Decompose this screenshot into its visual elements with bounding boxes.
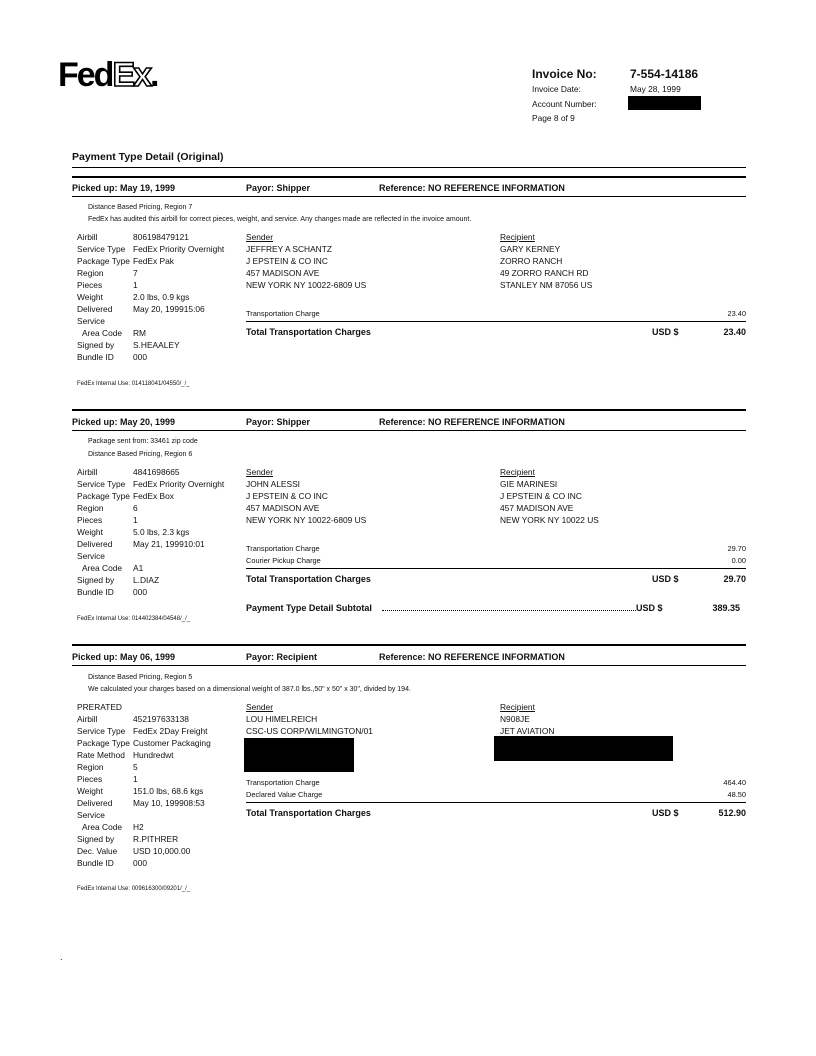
recipient-line: 49 ZORRO RANCH RD [500, 268, 589, 278]
total-currency: USD $ [652, 574, 679, 584]
pickup-date: Picked up: May 19, 1999 [72, 183, 176, 193]
sender-line: J EPSTEIN & CO INC [246, 256, 328, 266]
divider [72, 409, 746, 411]
section-title: Payment Type Detail (Original) [72, 151, 224, 163]
recipient-line: JET AVIATION [500, 726, 555, 736]
reference: Reference: NO REFERENCE INFORMATION [379, 652, 565, 662]
recipient-line: NEW YORK NY 10022 US [500, 515, 599, 525]
divider [246, 568, 746, 569]
detail-value: 000 [133, 352, 147, 362]
divider [246, 802, 746, 803]
detail-label: Area Code [82, 822, 123, 832]
detail-value: FedEx Priority Overnight [133, 479, 225, 489]
charge-amount: 48.50 [727, 790, 746, 799]
invoice-no-value: 7-554-14186 [630, 67, 699, 81]
detail-label: Weight [77, 786, 103, 796]
detail-value: 1 [133, 515, 138, 525]
sender-label: Sender [246, 232, 274, 242]
detail-value: 000 [133, 858, 147, 868]
note: We calculated your charges based on a dimensional weight of 387.0 lbs.,50" x 50" x 30", divided by 194. [88, 686, 411, 693]
divider [72, 665, 746, 666]
divider [72, 430, 746, 431]
detail-value: FedEx Pak [133, 256, 174, 266]
divider [72, 167, 746, 168]
detail-label: Region [77, 503, 104, 513]
recipient-line: GIE MARINESI [500, 479, 558, 489]
sender-line: NEW YORK NY 10022-6809 US [246, 515, 367, 525]
sender-line: JEFFREY A SCHANTZ [246, 244, 332, 254]
charge-label: Declared Value Charge [246, 790, 323, 799]
account-number-label: Account Number: [532, 99, 597, 109]
subtotal-amount: 389.35 [712, 603, 740, 613]
recipient-line: N908JE [500, 714, 530, 724]
detail-value: May 21, 199910:01 [133, 539, 205, 549]
detail-label: Rate Method [77, 750, 125, 760]
detail-label: Pieces [77, 515, 103, 525]
detail-value: S.HEAALEY [133, 340, 180, 350]
charge-label: Transportation Charge [246, 544, 320, 553]
total-label: Total Transportation Charges [246, 808, 371, 818]
detail-value: May 10, 199908:53 [133, 798, 205, 808]
detail-value: H2 [133, 822, 144, 832]
detail-label: Area Code [82, 563, 123, 573]
detail-value: 4841698665 [133, 467, 180, 477]
detail-label: Service [77, 551, 105, 561]
detail-label: Delivered [77, 304, 113, 314]
total-amount: 512.90 [718, 808, 746, 818]
fedex-logo: FedEx. [58, 56, 158, 94]
detail-label: Pieces [77, 774, 103, 784]
divider [72, 196, 746, 197]
recipient-label: Recipient [500, 232, 535, 242]
detail-label: Area Code [82, 328, 123, 338]
detail-value: 2.0 lbs, 0.9 kgs [133, 292, 190, 302]
detail-value: Customer Packaging [133, 738, 211, 748]
payor: Payor: Shipper [246, 183, 311, 193]
detail-label: Airbill [77, 714, 98, 724]
detail-label: Package Type [77, 256, 130, 266]
detail-value: R.PITHRER [133, 834, 179, 844]
detail-value: A1 [133, 563, 144, 573]
detail-value: 1 [133, 774, 138, 784]
detail-label: Bundle ID [77, 352, 114, 362]
sender-line: 457 MADISON AVE [246, 268, 320, 278]
pickup-date: Picked up: May 20, 1999 [72, 417, 176, 427]
subtotal-label: Payment Type Detail Subtotal [246, 603, 372, 613]
reference: Reference: NO REFERENCE INFORMATION [379, 183, 565, 193]
sender-line: 457 MADISON AVE [246, 503, 320, 513]
detail-label: Weight [77, 527, 103, 537]
note: Distance Based Pricing, Region 5 [88, 674, 193, 681]
detail-value: Hundredwt [133, 750, 174, 760]
recipient-line: GARY KERNEY [500, 244, 561, 254]
detail-value: FedEx Box [133, 491, 174, 501]
recipient-address-redaction [494, 736, 673, 761]
detail-value: 6 [133, 503, 138, 513]
invoice-date-label: Invoice Date: [532, 84, 581, 94]
total-currency: USD $ [652, 327, 679, 337]
footer-mark: . [60, 952, 63, 962]
detail-label: Airbill [77, 467, 98, 477]
invoice-date-value: May 28, 1999 [630, 84, 681, 94]
detail-label: Region [77, 762, 104, 772]
detail-label: Service Type [77, 479, 126, 489]
detail-label: Pieces [77, 280, 103, 290]
detail-value: 7 [133, 268, 138, 278]
detail-label: Service Type [77, 244, 126, 254]
reference: Reference: NO REFERENCE INFORMATION [379, 417, 565, 427]
subtotal-currency: USD $ [636, 603, 663, 613]
charge-amount: 0.00 [731, 556, 746, 565]
detail-label: Weight [77, 292, 103, 302]
detail-value: USD 10,000.00 [133, 846, 191, 856]
detail-label: Bundle ID [77, 587, 114, 597]
sender-address-redaction [244, 738, 354, 772]
sender-label: Sender [246, 467, 274, 477]
note: Distance Based Pricing, Region 6 [88, 451, 193, 458]
total-amount: 23.40 [723, 327, 746, 337]
detail-label: Signed by [77, 340, 115, 350]
charge-amount: 23.40 [727, 309, 746, 318]
detail-value: 000 [133, 587, 147, 597]
divider [72, 644, 746, 646]
detail-value: 806198479121 [133, 232, 189, 242]
internal-use: FedEx Internal Use: 009616300/09201/_/_ [77, 886, 191, 892]
charge-label: Courier Pickup Charge [246, 556, 321, 565]
account-number-redaction [628, 96, 701, 110]
detail-value: 1 [133, 280, 138, 290]
charge-amount: 29.70 [727, 544, 746, 553]
invoice-no-label: Invoice No: [532, 67, 597, 81]
leader-dots [382, 610, 636, 611]
sender-line: CSC-US CORP/WILMINGTON/01 [246, 726, 373, 736]
sender-label: Sender [246, 702, 274, 712]
detail-value: May 20, 199915:06 [133, 304, 205, 314]
detail-label: Region [77, 268, 104, 278]
note: Package sent from: 33461 zip code [88, 438, 198, 445]
detail-value: 452197633138 [133, 714, 189, 724]
recipient-line: ZORRO RANCH [500, 256, 563, 266]
detail-label: Airbill [77, 232, 98, 242]
detail-value: FedEx 2Day Freight [133, 726, 208, 736]
total-amount: 29.70 [723, 574, 746, 584]
detail-value: L.DIAZ [133, 575, 160, 585]
divider [246, 321, 746, 322]
detail-value: 5 [133, 762, 138, 772]
recipient-line: 457 MADISON AVE [500, 503, 574, 513]
note: Distance Based Pricing, Region 7 [88, 204, 193, 211]
detail-value: 151.0 lbs, 68.6 kgs [133, 786, 204, 796]
detail-value: RM [133, 328, 147, 338]
charge-label: Transportation Charge [246, 309, 320, 318]
detail-label: Dec. Value [77, 846, 118, 856]
detail-label: Delivered [77, 539, 113, 549]
sender-line: JOHN ALESSI [246, 479, 300, 489]
payor: Payor: Shipper [246, 417, 311, 427]
detail-label: Bundle ID [77, 858, 114, 868]
detail-label: Package Type [77, 738, 130, 748]
detail-label: Service Type [77, 726, 126, 736]
recipient-label: Recipient [500, 467, 535, 477]
detail-label: Signed by [77, 834, 115, 844]
sender-line: J EPSTEIN & CO INC [246, 491, 328, 501]
total-label: Total Transportation Charges [246, 327, 371, 337]
prerated-label: PRERATED [77, 702, 122, 712]
payor: Payor: Recipient [246, 652, 318, 662]
detail-label: Delivered [77, 798, 113, 808]
divider [72, 176, 746, 178]
page-number: Page 8 of 9 [532, 113, 575, 123]
total-label: Total Transportation Charges [246, 574, 371, 584]
note: FedEx has audited this airbill for correct pieces, weight, and service. Any changes made are reflected in the invoice amount. [88, 216, 472, 223]
detail-label: Signed by [77, 575, 115, 585]
recipient-line: J EPSTEIN & CO INC [500, 491, 582, 501]
internal-use: FedEx Internal Use: 014118041/04550/_/_ [77, 381, 190, 387]
detail-value: FedEx Priority Overnight [133, 244, 225, 254]
pickup-date: Picked up: May 06, 1999 [72, 652, 176, 662]
detail-label: Package Type [77, 491, 130, 501]
internal-use: FedEx Internal Use: 014402384/04548/_/_ [77, 616, 191, 622]
recipient-line: STANLEY NM 87056 US [500, 280, 593, 290]
total-currency: USD $ [652, 808, 679, 818]
charge-amount: 464.40 [723, 778, 746, 787]
sender-line: LOU HIMELREICH [246, 714, 318, 724]
detail-label: Service [77, 316, 105, 326]
sender-line: NEW YORK NY 10022-6809 US [246, 280, 367, 290]
charge-label: Transportation Charge [246, 778, 320, 787]
recipient-label: Recipient [500, 702, 535, 712]
detail-label: Service [77, 810, 105, 820]
detail-value: 5.0 lbs, 2.3 kgs [133, 527, 190, 537]
